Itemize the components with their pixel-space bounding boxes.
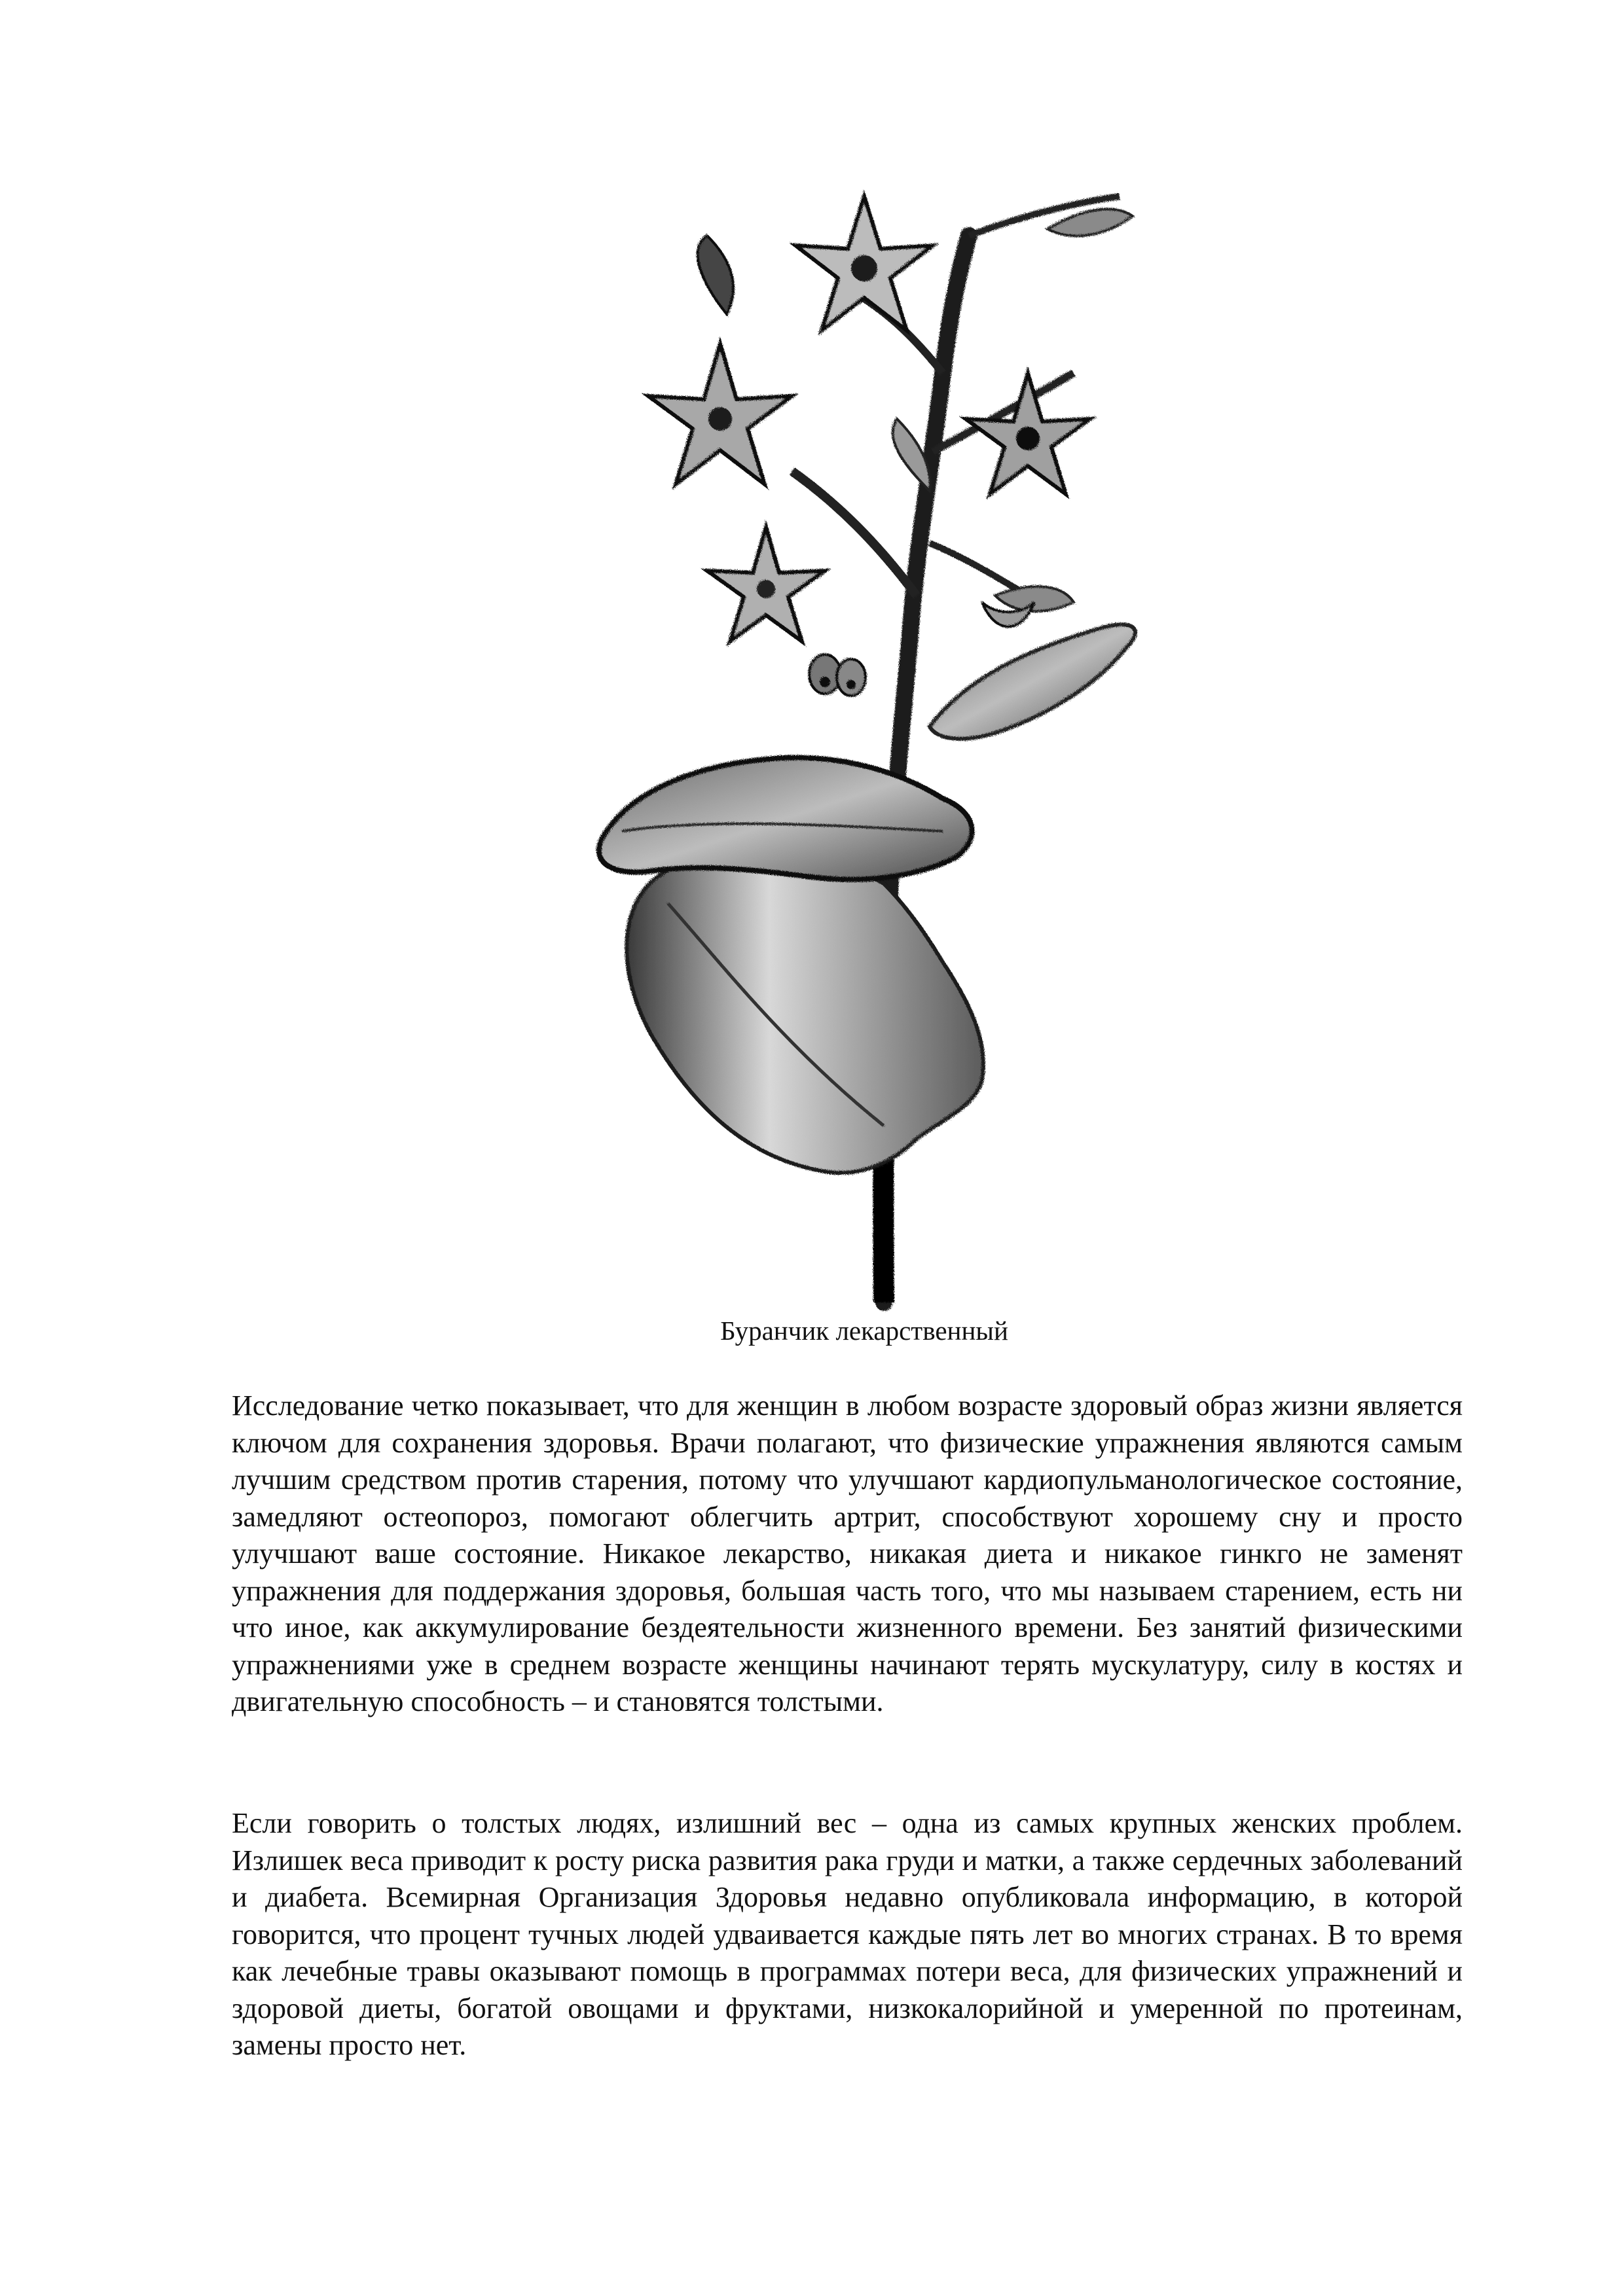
middle-leaf — [599, 758, 972, 880]
figure-caption: Буранчик лекарственный — [720, 1316, 1008, 1346]
borage-plant-illustration — [576, 177, 1152, 1316]
flower-left — [648, 344, 792, 484]
flower-top — [795, 196, 933, 331]
bud-cluster-center — [809, 655, 866, 696]
body-paragraph-1: Исследование четко показывает, что для женщин в любом возрасте здоровый образ жизни является ключом для сохранения здоровья. Врачи полагают, что физические упражнения являются самым лучшим средством против старения, потому что улучшают кардиопульманологическое состояние, замедляют остеопороз, помогают облегчить артрит, способствуют хорошему сну и просто улучшают ваше состояние. Никакое лекарство, никакая диета и никакое гинкго не заменят упражнения для поддержания здоровья, большая часть того, что мы называем старением, есть ни что иное, как аккумулирование бездеятельности жизненного времени. Без занятий физическими упражнениями уже в среднем возрасте женщины начинают терять мускулатуру, силу в костях и двигательную способность – и становятся толстыми. — [232, 1390, 1463, 1717]
upper-right-leaf — [930, 624, 1135, 739]
flower-right — [966, 373, 1090, 494]
body-paragraph-2: Если говорить о толстых людях, излишний вес – одна из самых крупных женских проблем. Излишек веса приводит к росту риска развития рака груди и матки, а также сердечных заболеваний и диабета. Всемирная Организация Здоровья недавно опубликовала информацию, в которой говорится, что процент тучных людей удваивается каждые пять лет во многих странах. В то время как лечебные травы оказывают помощь в программах потери веса, для физических упражнений и здоровой диеты, богатой овощами и фруктами, низкокалорийной и умеренной по протеинам, замены просто нет. — [232, 1807, 1463, 2061]
flower-lower-left — [707, 527, 825, 641]
lower-leaf — [627, 854, 983, 1173]
